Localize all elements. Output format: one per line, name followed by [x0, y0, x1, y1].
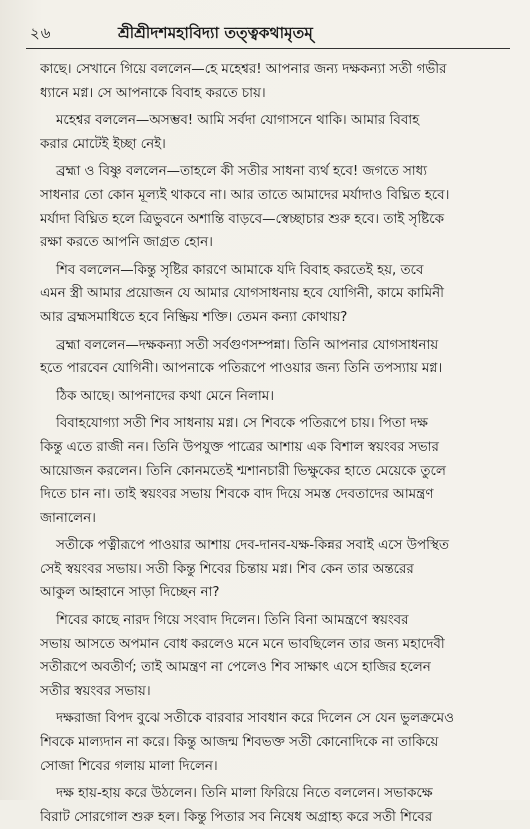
text-line: বিবাহযোগ্যা সতী শিব সাধনায় মগ্ন। সে শিবকে পতিরূপে চায়। পিতা দক্ষ [56, 416, 428, 432]
text-line: সতীরূপে অবতীর্ণ; তাই আমন্ত্রণ না পেলেও শিব সাক্ষাৎ এসে হাজির হলেন [40, 660, 431, 676]
text-line: দক্ষরাজা বিপদ বুঝে সতীকে বারবার সাবধান করে দিলেন সে যেন ভুলক্রমেও [56, 711, 454, 727]
text-line: বিরাট সোরগোল শুরু হল। কিন্তু পিতার সব নিষেধ অগ্রাহ্য করে সতী শিবের [40, 809, 433, 825]
paragraph [40, 259, 508, 330]
text-line: হতে পারবেন যোগিনী। আপনাকে পতিরূপে পাওয়ার জন্য তিনি তপস্যায় মগ্ন। [40, 361, 443, 377]
text-line: সভায় আসতে অপমান বোধ করলেও মনে মনে ভাবছিলেন তার জন্য মহাদেবী [40, 636, 445, 652]
text-line: মর্যাদা বিঘ্নিত হলে ত্রিভুবনে অশান্তি বাড়বে—স্বেচ্ছাচার শুরু হবে। তাই সৃষ্টিকে [40, 211, 444, 227]
text-line: সাধনার তো কোন মূল্যই থাকবে না। আর তাতে আমাদের মর্যাদাও বিঘ্নিত হবে। [40, 187, 450, 203]
text-line: সোজা শিবের গলায় মালা দিলেন। [40, 758, 218, 774]
paragraph [40, 109, 508, 156]
paragraph [40, 412, 508, 530]
text-line: কিন্তু এতে রাজী নন। তিনি উপযুক্ত পাত্রের আশায় এক বিশাল স্বয়ংবর সভার [40, 439, 439, 455]
text-line: শিব বললেন—কিন্তু সৃষ্টির কারণে আমাকে যদি বিবাহ করতেই হয়, তবে [56, 262, 424, 278]
paragraph [40, 534, 508, 605]
text-line: সতীকে পত্নীরূপে পাওয়ার আশায় দেব-দানব-যক্ষ-কিন্নর সবাই এসে উপস্থিত [56, 538, 449, 554]
text-line: কাছে। সেখানে গিয়ে বললেন—হে মহেশ্বর! আপনার জন্য দক্ষকন্যা সতী গভীর [40, 62, 447, 77]
paragraph [40, 385, 508, 409]
text-line: দিতে চান না। তাই স্বয়ংবর সভায় শিবকে বাদ দিয়ে সমস্ত দেবতাদের আমন্ত্রণ [40, 487, 434, 503]
text-line: দক্ষ হায়-হায় করে উঠলেন। তিনি মালা ফিরিয়ে নিতে বললেন। সভাকক্ষে [56, 786, 433, 802]
text-line: আকুল আহ্বানে সাড়া দিচ্ছেন না? [40, 585, 220, 601]
text-line: সতীর স্বয়ংবর সভায়। [40, 683, 151, 699]
body-text [40, 58, 508, 829]
text-line: করার মোটেই ইচ্ছা নেই। [40, 136, 166, 152]
paragraph [40, 782, 508, 829]
text-line: সেই স্বয়ংবর সভায়। সতী কিন্তু শিবের চিন্তায় মগ্ন। শিব কেন তার অন্তরের [40, 561, 414, 577]
paragraph [40, 160, 508, 254]
text-line: রক্ষা করতে আপনি জাগ্রত হোন। [40, 235, 213, 251]
page-number: ২৬ [30, 24, 52, 42]
page-header [26, 20, 510, 46]
header-rule [26, 48, 510, 49]
text-line: আয়োজন করলেন। তিনি কোনমতেই শ্মশানচারী ভিক্ষুকের হাতে মেয়েকে তুলে [40, 463, 446, 479]
text-line: মহেশ্বর বললেন—অসম্ভব! আমি সর্বদা যোগাসনে থাকি। আমার বিবাহ [56, 113, 420, 129]
running-title: শ্রীশ্রীদশমহাবিদ্যা তত্ত্বকথামৃতম্ [118, 24, 313, 42]
paragraph [40, 334, 508, 381]
text-line: জানালেন। [40, 510, 96, 526]
text-line: ধ্যানে মগ্ন। সে আপনাকে বিবাহ করতে চায়। [40, 85, 266, 101]
paragraph [40, 707, 508, 778]
text-line: শিবকে মাল্যদান না করে। কিন্তু আজন্ম শিবভক্ত সতী কোনোদিকে না তাকিয়ে [40, 735, 439, 751]
text-line: ব্রহ্মা বললেন—দক্ষকন্যা সতী সর্বগুণসম্পন্না। তিনি আপনার যোগসাধনায় [56, 337, 439, 353]
paragraph [40, 609, 508, 703]
text-line: ব্রহ্মা ও বিষ্ণু বললেন—তাহলে কী সতীর সাধনা ব্যর্থ হবে! জগতে সাধ্য [56, 164, 428, 180]
text-line: আর ব্রহ্মসমাধিতে হবে নিষ্ক্রিয় শক্তি। তেমন কন্যা কোথায়? [40, 309, 348, 325]
text-line: শিবের কাছে নারদ গিয়ে সংবাদ দিলেন। তিনি বিনা আমন্ত্রণে স্বয়ংবর [56, 613, 409, 629]
paragraph [40, 58, 508, 105]
text-line: ঠিক আছে। আপনাদের কথা মেনে নিলাম। [56, 388, 274, 404]
text-line: এমন স্ত্রী আমার প্রয়োজন যে আমার যোগসাধনায় হবে যোগিনী, কামে কামিনী [40, 286, 444, 302]
